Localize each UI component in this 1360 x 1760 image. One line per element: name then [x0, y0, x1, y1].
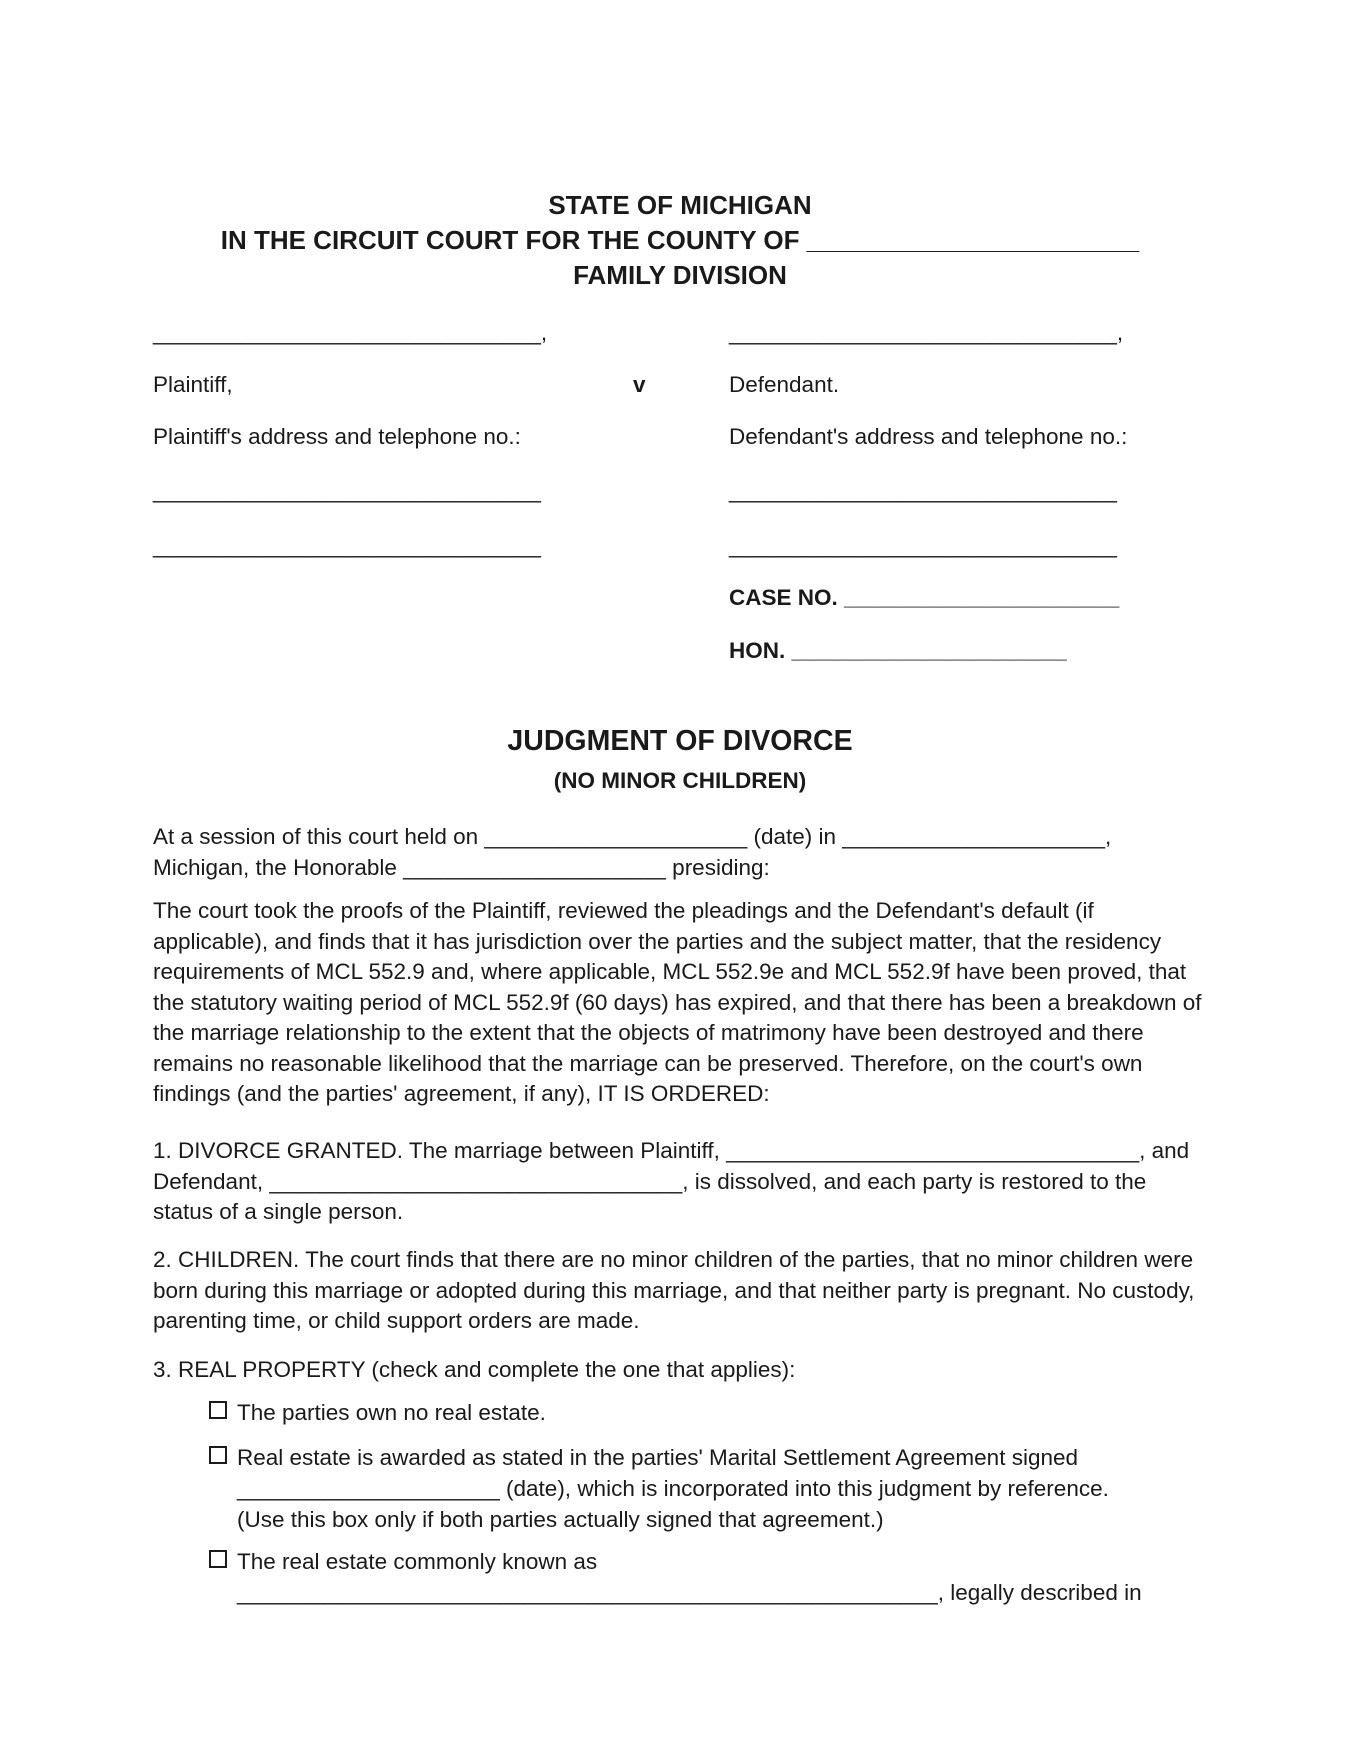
checkbox[interactable] — [209, 1401, 227, 1419]
state-heading: STATE OF MICHIGAN — [548, 190, 812, 220]
defendant-name-blank: _______________________________, — [729, 320, 1124, 345]
defendant-address-blank-2: _______________________________ — [729, 533, 1117, 558]
defendant-address-label: Defendant's address and telephone no.: — [729, 424, 1128, 449]
defendant-label: Defendant. — [729, 372, 840, 397]
findings-paragraph: The court took the proofs of the Plaintiff, reviewed the pleadings and the Defendant's default (if applicable), and finds that it has jurisdiction over the parties and the subject matter, that the residency requirements of MCL 552.9 and, where applicable, MCL 552.9e and MCL 552.9f have been proved, that the statutory waiting period of MCL 552.9f (60 days) has expired, and that there has been a breakdown of the marriage relationship to the extent that the objects of matrimony have been destroyed and there remains no reasonable likelihood that the marriage can be preserved. Therefore, on the court's own findings (and the parties' agreement, if any), IT IS ORDERED: — [153, 898, 1202, 1106]
item-children: 2. CHILDREN. The court finds that there are no minor children of the parties, that no minor children were born during this marriage or adopted during this marriage, and that neither party is pregnant. No custody, parenting time, or child support orders are made. — [153, 1247, 1195, 1333]
session-paragraph: At a session of this court held on _____________________ (date) in _____________________, Michigan, the Honorable _____________________ presiding: — [153, 824, 1112, 880]
court-heading: IN THE CIRCUIT COURT FOR THE COUNTY OF _______________________ — [220, 225, 1140, 255]
option-real-estate-description-line: ________________________________________________________, legally described in — [237, 1580, 1142, 1605]
checkbox[interactable] — [209, 1550, 227, 1568]
document-subtitle: (NO MINOR CHILDREN) — [553, 768, 807, 793]
plaintiff-address-label: Plaintiff's address and telephone no.: — [153, 424, 521, 449]
option-label: The parties own no real estate. — [237, 1400, 546, 1425]
versus-label: v — [633, 372, 646, 397]
option-no-real-estate — [209, 1398, 546, 1429]
defendant-address-blank-1: _______________________________ — [729, 478, 1117, 503]
plaintiff-name-blank: _______________________________, — [153, 320, 548, 345]
plaintiff-label: Plaintiff, — [153, 372, 233, 397]
checkbox[interactable] — [209, 1446, 227, 1464]
option-settlement-date-line: _____________________ (date), which is incorporated into this judgment by reference. — [237, 1476, 1109, 1501]
option-label: The real estate commonly known as — [237, 1549, 598, 1574]
plaintiff-address-blank-2: _______________________________ — [153, 533, 541, 558]
item-real-property: 3. REAL PROPERTY (check and complete the one that applies): — [153, 1357, 796, 1382]
judge-name: HON. ______________________ — [729, 638, 1067, 663]
option-settlement-agreement — [209, 1443, 1078, 1474]
option-real-estate-known-as — [209, 1547, 597, 1578]
plaintiff-address-blank-1: _______________________________ — [153, 478, 541, 503]
option-label: Real estate is awarded as stated in the parties' Marital Settlement Agreement signed — [237, 1445, 1079, 1470]
item-divorce-granted: 1. DIVORCE GRANTED. The marriage between Plaintiff, _________________________________, and Defendant, _________________________________, is dissolved, and each party is restored to the status of a single person. — [153, 1138, 1190, 1224]
division-heading: FAMILY DIVISION — [573, 260, 787, 290]
option-settlement-note: (Use this box only if both parties actually signed that agreement.) — [237, 1507, 884, 1532]
case-number: CASE NO. ______________________ — [729, 585, 1120, 610]
document-title: JUDGMENT OF DIVORCE — [507, 725, 853, 757]
